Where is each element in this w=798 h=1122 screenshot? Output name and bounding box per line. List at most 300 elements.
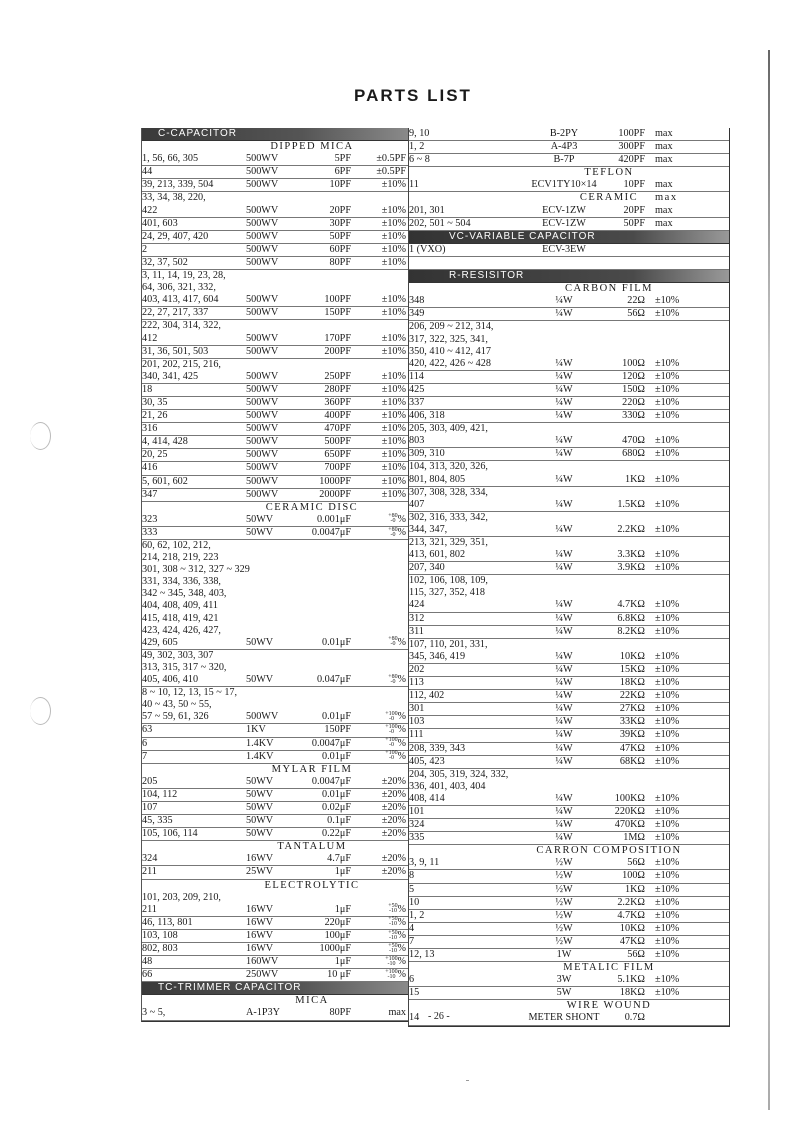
tolerance: ±10% xyxy=(655,396,680,408)
table-row xyxy=(409,703,729,716)
value: 0.22μF xyxy=(322,828,351,840)
value: 6PF xyxy=(334,166,351,178)
category-name: DIPPED MICA xyxy=(270,141,354,153)
part-numbers: 32, 37, 502 xyxy=(142,256,188,268)
tolerance xyxy=(385,738,406,750)
table-row xyxy=(409,923,729,936)
value: 200PF xyxy=(324,345,351,357)
tolerance xyxy=(388,917,406,929)
tolerance: ±10% xyxy=(381,217,406,229)
tolerance: ±10% xyxy=(655,370,680,382)
part-numbers: 202 xyxy=(409,663,425,675)
percent-sign: % xyxy=(397,636,406,648)
part-numbers: 112, 402 xyxy=(409,690,445,702)
part-numbers: 104, 112 xyxy=(142,788,178,800)
category-label xyxy=(142,880,409,892)
tolerance: ±10% xyxy=(381,488,406,500)
value: 5PF xyxy=(334,153,351,165)
value: 300PF xyxy=(618,141,645,153)
scan-edge xyxy=(768,50,770,1110)
part-numbers: 429, 605 xyxy=(142,636,178,648)
percent-sign: % xyxy=(397,956,406,968)
value: 0.01μF xyxy=(322,711,351,723)
tolerance: ±10% xyxy=(381,410,406,422)
rating: 16WV xyxy=(246,903,274,915)
tolerance-plus: +80 xyxy=(388,513,398,520)
table-row xyxy=(142,802,409,815)
part-numbers: 30, 35 xyxy=(142,396,168,408)
part-numbers: 107, 110, 201, 331, xyxy=(409,638,488,650)
rating: ½W xyxy=(555,909,573,921)
tolerance-minus: -0 xyxy=(388,755,394,762)
tolerance: ±10% xyxy=(655,832,680,844)
table-row xyxy=(142,815,409,828)
tolerance: ±10% xyxy=(655,729,680,741)
punch-hole xyxy=(30,422,51,450)
table-row xyxy=(409,1012,729,1025)
value: 1.5KΩ xyxy=(617,498,645,510)
category-name: WIRE WOUND xyxy=(566,1000,652,1012)
percent-sign: % xyxy=(397,724,406,736)
rating: ¼W xyxy=(555,410,573,422)
value: 50PF xyxy=(329,230,351,242)
tolerance: ±20% xyxy=(381,866,406,878)
rating: ¼W xyxy=(555,729,573,741)
rating: 500WV xyxy=(246,307,279,319)
part-numbers: 3 ~ 5, xyxy=(142,1007,166,1019)
tolerance: ±10% xyxy=(655,523,680,535)
table-row xyxy=(409,410,729,423)
rating: 1.4KV xyxy=(246,737,274,749)
part-numbers: 211 xyxy=(142,866,157,878)
rating: 16WV xyxy=(246,916,274,928)
value: 0.01μF xyxy=(322,636,351,648)
tolerance: ±10% xyxy=(381,462,406,474)
part-numbers: 802, 803 xyxy=(142,943,178,954)
value: 500PF xyxy=(324,436,351,448)
part-numbers: 10 xyxy=(409,896,420,908)
value: 1μF xyxy=(334,866,351,878)
rating: 1W xyxy=(556,949,572,960)
tolerance: ±10% xyxy=(655,562,680,574)
rating: 1KV xyxy=(246,724,266,736)
part-numbers: 3, 9, 11 xyxy=(409,857,440,869)
value: 220μF xyxy=(324,916,351,928)
rating: 500WV xyxy=(246,294,279,306)
rating: 50WV xyxy=(246,788,274,800)
category-label xyxy=(142,841,409,853)
table-row xyxy=(142,892,409,917)
table-row xyxy=(142,449,409,462)
value: 100PF xyxy=(324,294,351,306)
tolerance: ±10% xyxy=(655,690,680,702)
table-row xyxy=(409,575,729,612)
rating: 50WV xyxy=(246,526,274,538)
value: 80PF xyxy=(329,256,351,268)
table-row xyxy=(409,987,729,1000)
tolerance: ±10% xyxy=(655,650,680,662)
tolerance: ±10% xyxy=(655,857,680,869)
tolerance-range xyxy=(385,738,397,748)
percent-sign: % xyxy=(397,737,406,749)
tolerance-plus: +100 xyxy=(385,968,398,975)
part-numbers: 340, 341, 425 xyxy=(142,370,199,382)
value: 3.9KΩ xyxy=(617,562,645,574)
rating: ¼W xyxy=(555,832,573,844)
rating: 500WV xyxy=(246,383,279,395)
rating: B-2PY xyxy=(549,128,579,139)
rating: ¼W xyxy=(555,549,573,561)
part-numbers: 6 xyxy=(409,974,415,986)
tolerance-plus: +50 xyxy=(388,929,398,936)
table-row xyxy=(409,857,729,870)
category-label xyxy=(409,962,729,974)
rating: 5W xyxy=(556,987,572,999)
tolerance-minus: -10 xyxy=(388,934,397,941)
table-row xyxy=(142,179,409,192)
part-numbers: 1 (VXO) xyxy=(409,243,446,255)
value: 10KΩ xyxy=(619,650,645,662)
value: 700PF xyxy=(324,462,351,474)
value: 0.01μF xyxy=(322,788,351,800)
part-numbers: 345, 346, 419 xyxy=(409,650,466,662)
tolerance-minus: -0 xyxy=(388,742,394,749)
table-row xyxy=(409,910,729,923)
table-row xyxy=(142,866,409,879)
rating: 500WV xyxy=(246,166,279,178)
table-row xyxy=(142,270,409,307)
tolerance xyxy=(388,930,406,942)
part-numbers: 317, 322, 325, 341, xyxy=(409,333,488,345)
table-row xyxy=(409,128,729,141)
value: 10 μF xyxy=(327,969,351,981)
value: 0.01μF xyxy=(322,750,351,762)
tolerance-minus: -0 xyxy=(390,518,396,525)
rating: 500WV xyxy=(246,204,279,216)
value: 4.7KΩ xyxy=(617,599,645,611)
value: 2.2KΩ xyxy=(617,896,645,908)
category-name: ELECTROLYTIC xyxy=(264,879,360,891)
table-row xyxy=(409,371,729,384)
table-row xyxy=(409,613,729,626)
percent-sign: % xyxy=(397,750,406,762)
table-row xyxy=(409,639,729,664)
part-numbers: 48 xyxy=(142,956,153,968)
table-row xyxy=(409,870,729,883)
part-numbers: 406, 318 xyxy=(409,410,445,422)
table-row xyxy=(142,650,409,687)
rating: ¼W xyxy=(555,677,573,689)
tolerance-minus: -0 xyxy=(388,729,394,736)
part-numbers: 205, 303, 409, 421, xyxy=(409,423,488,435)
tolerance: ±0.5PF xyxy=(376,153,406,165)
part-numbers: 348 xyxy=(409,295,425,307)
table-row xyxy=(409,819,729,832)
rating: B-7P xyxy=(553,154,575,166)
part-numbers: 63 xyxy=(142,724,153,736)
tolerance: ±10% xyxy=(381,294,406,306)
table-row xyxy=(409,690,729,703)
tolerance: ±10% xyxy=(655,792,680,804)
tolerance-range xyxy=(388,931,397,941)
tolerance: ±20% xyxy=(381,815,406,827)
value: 680Ω xyxy=(622,448,645,460)
part-numbers: 324 xyxy=(409,819,425,831)
tolerance-minus: -10 xyxy=(388,908,397,915)
table-row xyxy=(409,308,729,321)
tolerance: ±10% xyxy=(655,599,680,611)
part-numbers: 49, 302, 303, 307 xyxy=(142,649,214,661)
percent-sign: % xyxy=(397,903,406,915)
table-row xyxy=(142,943,409,956)
table-row xyxy=(409,461,729,486)
part-numbers: 40 ~ 43, 50 ~ 55, xyxy=(142,699,212,711)
part-numbers: 15 xyxy=(409,987,420,999)
tolerance: ±10% xyxy=(655,716,680,728)
category-name: CERAMIC DISC xyxy=(265,501,359,513)
value: 56Ω xyxy=(627,857,645,869)
table-row xyxy=(142,218,409,231)
tolerance: ±10% xyxy=(381,256,406,268)
rating: ¼W xyxy=(555,473,573,485)
tolerance: ±10% xyxy=(381,345,406,357)
table-row xyxy=(142,462,409,475)
rating: 500WV xyxy=(246,423,279,435)
value: 650PF xyxy=(324,449,351,461)
value: 360PF xyxy=(324,396,351,408)
rating: 250WV xyxy=(246,969,279,981)
tolerance: ±20% xyxy=(381,801,406,813)
tolerance: ±10% xyxy=(655,435,680,447)
rating: 1.4KV xyxy=(246,750,274,762)
part-numbers: 115, 327, 352, 418 xyxy=(409,587,486,599)
part-numbers: 206, 209 ~ 212, 314, xyxy=(409,321,494,333)
part-numbers: 205 xyxy=(142,775,158,787)
part-numbers: 425 xyxy=(409,383,425,395)
part-numbers: 337 xyxy=(409,396,425,408)
tolerance: max xyxy=(388,1007,406,1019)
category-label xyxy=(142,141,409,153)
value: 2.2KΩ xyxy=(617,523,645,535)
part-numbers: 423, 424, 426, 427, xyxy=(142,624,221,636)
table-row xyxy=(409,384,729,397)
tolerance: ±10% xyxy=(381,423,406,435)
part-numbers: 104, 313, 320, 326, xyxy=(409,461,488,473)
tolerance: ±10% xyxy=(655,896,680,908)
value: 100KΩ xyxy=(614,792,645,804)
tolerance: ±20% xyxy=(381,775,406,787)
table-row xyxy=(409,179,729,192)
rating: 500WV xyxy=(246,436,279,448)
part-numbers: 1, 2 xyxy=(409,141,425,153)
table-row xyxy=(409,756,729,769)
table-row xyxy=(142,231,409,244)
value: 420PF xyxy=(618,154,645,166)
tolerance xyxy=(388,514,406,526)
rating: 500WV xyxy=(246,462,279,474)
part-numbers: 7 xyxy=(409,935,415,947)
table-row xyxy=(409,512,729,537)
part-numbers: 8 xyxy=(409,870,415,882)
table-row xyxy=(409,487,729,512)
value: 39KΩ xyxy=(619,729,645,741)
value: 0.0047μF xyxy=(311,526,351,538)
part-numbers: 213, 321, 329, 351, xyxy=(409,537,488,548)
value: 1KΩ xyxy=(624,883,645,895)
tolerance-range xyxy=(388,675,397,685)
tolerance: ±10% xyxy=(655,987,680,999)
part-numbers: 60, 62, 102, 212, xyxy=(142,540,211,551)
value: 280PF xyxy=(324,383,351,395)
tolerance: ±10% xyxy=(655,308,680,320)
part-numbers: 31, 36, 501, 503 xyxy=(142,345,209,357)
tolerance-minus: -0 xyxy=(390,678,396,685)
part-numbers: 1, 2 xyxy=(409,909,425,921)
tolerance-plus: +100 xyxy=(385,710,398,717)
tolerance-minus: -10 xyxy=(387,960,396,967)
tolerance-minus: -0 xyxy=(390,641,396,648)
rating: ½W xyxy=(555,870,573,882)
rating: ¼W xyxy=(555,805,573,817)
rating: 25WV xyxy=(246,866,274,878)
part-numbers: 3, 11, 14, 19, 23, 28, xyxy=(142,270,226,282)
rating: ¼W xyxy=(555,663,573,675)
table-row xyxy=(142,828,409,841)
part-numbers: 803 xyxy=(409,435,425,447)
tolerance: ±10% xyxy=(381,383,406,395)
rating: A-1P3Y xyxy=(246,1007,280,1019)
rating: 50WV xyxy=(246,674,274,686)
rating: 160WV xyxy=(246,956,279,968)
value: 0.0047μF xyxy=(311,737,351,749)
tolerance-minus: -0 xyxy=(390,531,396,538)
value: 8.2KΩ xyxy=(617,625,645,637)
value: 10KΩ xyxy=(619,922,645,934)
rating: 500WV xyxy=(246,345,279,357)
punch-hole xyxy=(30,697,51,725)
table-row xyxy=(409,397,729,410)
rating: ¼W xyxy=(555,308,573,320)
tolerance: ±10% xyxy=(655,974,680,986)
part-numbers: 222, 304, 314, 322, xyxy=(142,320,221,332)
table-row xyxy=(142,514,409,527)
value: 6.8KΩ xyxy=(617,612,645,624)
table-row xyxy=(142,307,409,320)
tolerance: ±10% xyxy=(655,909,680,921)
value: 18KΩ xyxy=(619,677,645,689)
rating: 500WV xyxy=(246,332,279,344)
part-numbers: 347 xyxy=(142,488,158,500)
rating: A-4P3 xyxy=(550,141,578,153)
value: 68KΩ xyxy=(619,755,645,767)
tolerance: ±10% xyxy=(655,755,680,767)
value: 1KΩ xyxy=(624,473,645,485)
value: 80PF xyxy=(329,1007,351,1019)
value: 50PF xyxy=(623,217,645,229)
table-row xyxy=(409,664,729,677)
tolerance: ±10% xyxy=(655,819,680,831)
value: 20PF xyxy=(623,204,645,216)
rating: ECV-1ZW xyxy=(542,217,586,229)
rating: ¼W xyxy=(555,498,573,510)
tolerance-range xyxy=(388,514,397,524)
table-row xyxy=(142,244,409,257)
part-numbers: 404, 408, 409, 411 xyxy=(142,600,219,612)
part-numbers: 344, 347, xyxy=(409,523,448,535)
value: 470PF xyxy=(324,423,351,435)
table-row xyxy=(142,476,409,489)
tolerance: ±10% xyxy=(655,473,680,485)
table-row xyxy=(142,397,409,410)
part-numbers: 316 xyxy=(142,423,158,435)
tolerance: ±10% xyxy=(655,949,680,960)
value: 0.1μF xyxy=(327,815,351,827)
part-numbers: 66 xyxy=(142,969,153,981)
table-row xyxy=(142,436,409,449)
rating: ¼W xyxy=(555,703,573,715)
category-name: CARRON COMPOSITION xyxy=(536,845,682,857)
part-numbers: 207, 340 xyxy=(409,562,445,574)
tolerance: ±10% xyxy=(381,332,406,344)
tolerance: ±10% xyxy=(655,498,680,510)
rating: 500WV xyxy=(246,711,279,723)
tolerance xyxy=(385,956,406,968)
value: 10PF xyxy=(329,179,351,191)
value: 470Ω xyxy=(622,435,645,447)
tolerance: ±10% xyxy=(655,922,680,934)
tolerance: ±10% xyxy=(381,307,406,319)
table-row xyxy=(409,244,729,257)
category-name: CERAMIC xyxy=(579,192,639,204)
value: 4.7KΩ xyxy=(617,909,645,921)
category-label xyxy=(409,845,729,857)
tolerance: max xyxy=(655,141,673,153)
value: 18KΩ xyxy=(619,987,645,999)
part-numbers: 301, 308 ~ 312, 327 ~ 329 xyxy=(142,564,250,576)
part-numbers: 33, 34, 38, 220, xyxy=(142,192,206,204)
tolerance: max xyxy=(655,217,673,229)
part-numbers: 114 xyxy=(409,370,424,382)
part-numbers: 202, 501 ~ 504 xyxy=(409,217,471,229)
part-numbers: 323 xyxy=(142,513,158,525)
rating: 50WV xyxy=(246,513,274,525)
table-row xyxy=(409,562,729,575)
value: 2000PF xyxy=(319,488,351,500)
rating: 50WV xyxy=(246,775,274,787)
table-row xyxy=(142,153,409,166)
table-row xyxy=(409,257,729,270)
value: 4.7μF xyxy=(327,853,351,865)
percent-sign: % xyxy=(397,526,406,538)
part-numbers: 11 xyxy=(409,179,419,191)
value: 3.3KΩ xyxy=(617,549,645,561)
part-numbers: 415, 418, 419, 421 xyxy=(142,612,219,624)
rating: ¼W xyxy=(555,599,573,611)
part-numbers: 39, 213, 339, 504 xyxy=(142,179,214,191)
tolerance xyxy=(388,527,406,539)
tolerance: ±10% xyxy=(381,204,406,216)
table-row xyxy=(409,295,729,308)
category-label xyxy=(409,283,729,295)
value: 15KΩ xyxy=(619,663,645,675)
tolerance-minus: -0 xyxy=(388,715,394,722)
tolerance xyxy=(388,904,406,916)
tolerance: max xyxy=(655,204,673,216)
tolerance-plus: +100 xyxy=(385,750,398,757)
rating: 500WV xyxy=(246,475,279,487)
value: 5.1KΩ xyxy=(617,974,645,986)
part-numbers: 8 ~ 10, 12, 13, 15 ~ 17, xyxy=(142,687,238,699)
